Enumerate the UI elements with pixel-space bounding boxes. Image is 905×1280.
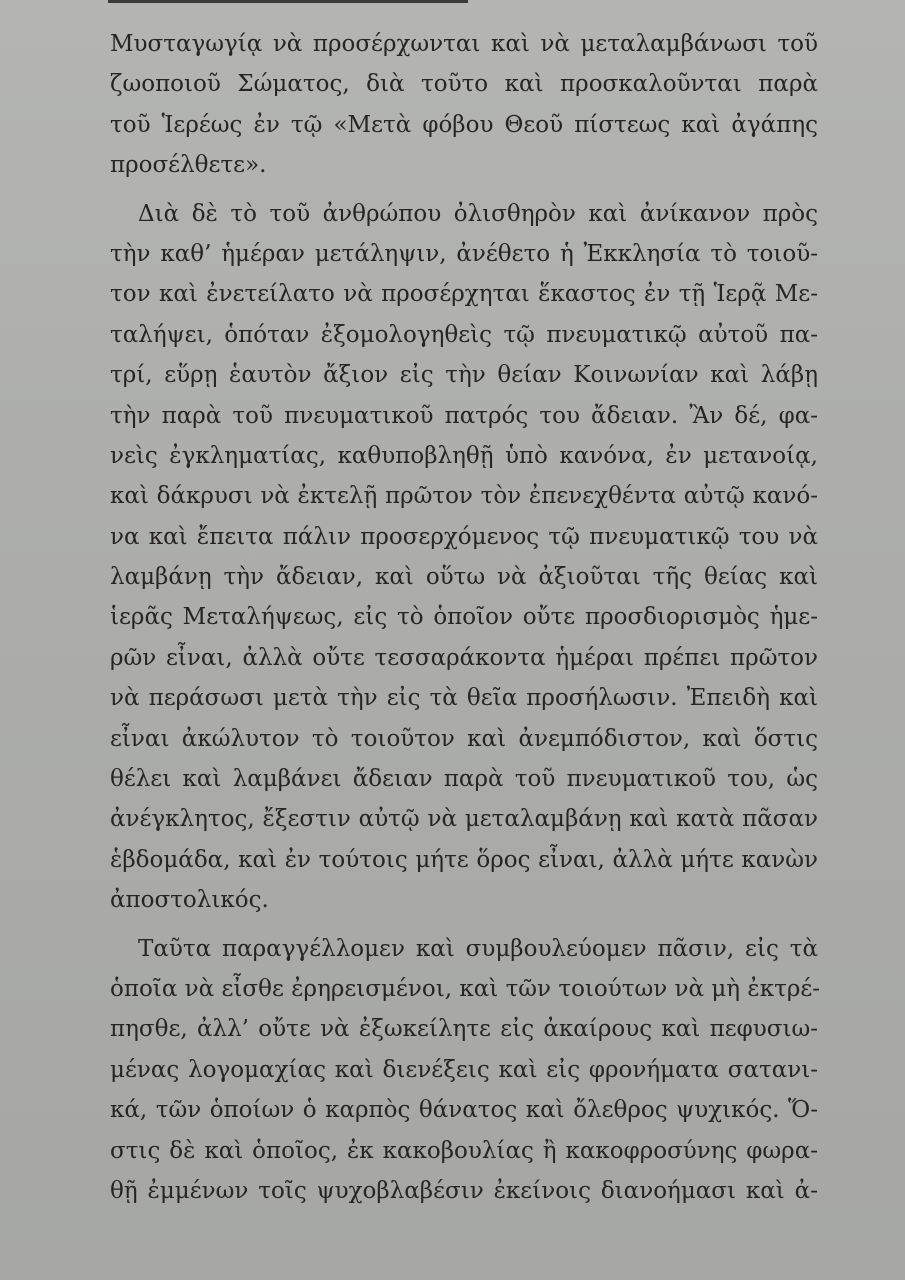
- text-line: ἑβδομάδα, καὶ ἐν τούτοις μήτε ὅρος εἶναι, ἀλλὰ μήτε κανὼν: [110, 846, 818, 873]
- text-line: τοῦ Ἱερέως ἐν τῷ «Μετὰ φόβου Θεοῦ πίστεως καὶ ἀγάπης: [110, 111, 818, 138]
- text-line: τρί, εὕρῃ ἑαυτὸν ἄξιον εἰς τὴν θείαν Κοινωνίαν καὶ λάβῃ: [110, 362, 818, 389]
- text-line: ρῶν εἶναι, ἀλλὰ οὔτε τεσσαράκοντα ἡμέραι πρέπει πρῶτον: [110, 644, 818, 671]
- text-line: ταλήψει, ὁπόταν ἐξομολογηθεὶς τῷ πνευματικῷ αὐτοῦ πα-: [110, 321, 818, 348]
- paragraph: [110, 24, 818, 186]
- text-line: ζωοποιοῦ Σώματος, διὰ τοῦτο καὶ προσκαλοῦνται παρὰ: [110, 71, 818, 98]
- paragraph-gap: [110, 186, 818, 194]
- header-rule: [108, 0, 468, 3]
- text-line: μένας λογομαχίας καὶ διενέξεις καὶ εἰς φρονήματα σατανι-: [110, 1056, 818, 1083]
- body-text: [110, 24, 821, 1211]
- text-line: εἶναι ἀκώλυτον τὸ τοιοῦτον καὶ ἀνεμπόδιστον, καὶ ὅστις: [110, 725, 818, 752]
- paragraph-gap: [110, 921, 818, 929]
- text-line: Διὰ δὲ τὸ τοῦ ἀνθρώπου ὀλισθηρὸν καὶ ἀνίκανον πρὸς: [138, 200, 818, 227]
- text-line: να καὶ ἔπειτα πάλιν προσερχόμενος τῷ πνευματικῷ του νὰ: [110, 523, 818, 550]
- text-line: λαμβάνῃ τὴν ἄδειαν, καὶ οὕτω νὰ ἀξιοῦται τῆς θείας καὶ: [110, 564, 818, 591]
- text-line: Ταῦτα παραγγέλλομεν καὶ συμβουλεύομεν πᾶσιν, εἰς τὰ: [138, 935, 818, 962]
- text-line: ὁποῖα νὰ εἶσθε ἐρηρεισμένοι, καὶ τῶν τοιούτων νὰ μὴ ἐκτρέ-: [110, 975, 821, 1002]
- paragraph: [110, 929, 821, 1212]
- text-line: Μυσταγωγίᾳ νὰ προσέρχωνται καὶ νὰ μεταλαμβάνωσι τοῦ: [110, 31, 818, 57]
- text-line: νὰ περάσωσι μετὰ τὴν εἰς τὰ θεῖα προσήλωσιν. Ἐπειδὴ καὶ: [110, 685, 818, 712]
- text-line: ἀνέγκλητος, ἔξεστιν αὐτῷ νὰ μεταλαμβάνῃ καὶ κατὰ πᾶσαν: [110, 806, 818, 833]
- text-line: στις δὲ καὶ ὁποῖος, ἐκ κακοβουλίας ἢ κακοφροσύνης φωρα-: [110, 1137, 818, 1164]
- text-line: θῇ ἐμμένων τοῖς ψυχοβλαβέσιν ἐκείνοις διανοήμασι καὶ ἀ-: [110, 1177, 818, 1204]
- text-line: προσέλθετε».: [110, 152, 267, 179]
- text-line: καὶ δάκρυσι νὰ ἐκτελῇ πρῶτον τὸν ἐπενεχθέντα αὐτῷ κανό-: [110, 483, 818, 510]
- text-line: τὴν παρὰ τοῦ πνευματικοῦ πατρός του ἄδειαν. Ἂν δέ, φα-: [110, 402, 818, 429]
- text-line: τὴν καθ’ ἡμέραν μετάληψιν, ἀνέθετο ἡ Ἐκκλησία τὸ τοιοῦ-: [110, 240, 818, 267]
- text-line: τον καὶ ἐνετείλατο νὰ προσέρχηται ἕκαστος ἐν τῇ Ἱερᾷ Με-: [110, 281, 818, 308]
- text-line: κά, τῶν ὁποίων ὁ καρπὸς θάνατος καὶ ὄλεθρος ψυχικός. Ὅ-: [110, 1097, 818, 1124]
- text-line: νεὶς ἐγκληματίας, καθυποβληθῇ ὑπὸ κανόνα, ἐν μετανοίᾳ,: [110, 442, 818, 469]
- paragraph: [110, 194, 818, 921]
- text-line: ἱερᾶς Μεταλήψεως, εἰς τὸ ὁποῖον οὔτε προσδιορισμὸς ἡμε-: [110, 604, 818, 631]
- text-line: θέλει καὶ λαμβάνει ἄδειαν παρὰ τοῦ πνευματικοῦ του, ὡς: [110, 766, 818, 793]
- text-line: πησθε, ἀλλ’ οὔτε νὰ ἐξωκείλητε εἰς ἀκαίρους καὶ πεφυσιω-: [110, 1016, 818, 1043]
- text-line: ἀποστολικός.: [110, 887, 269, 914]
